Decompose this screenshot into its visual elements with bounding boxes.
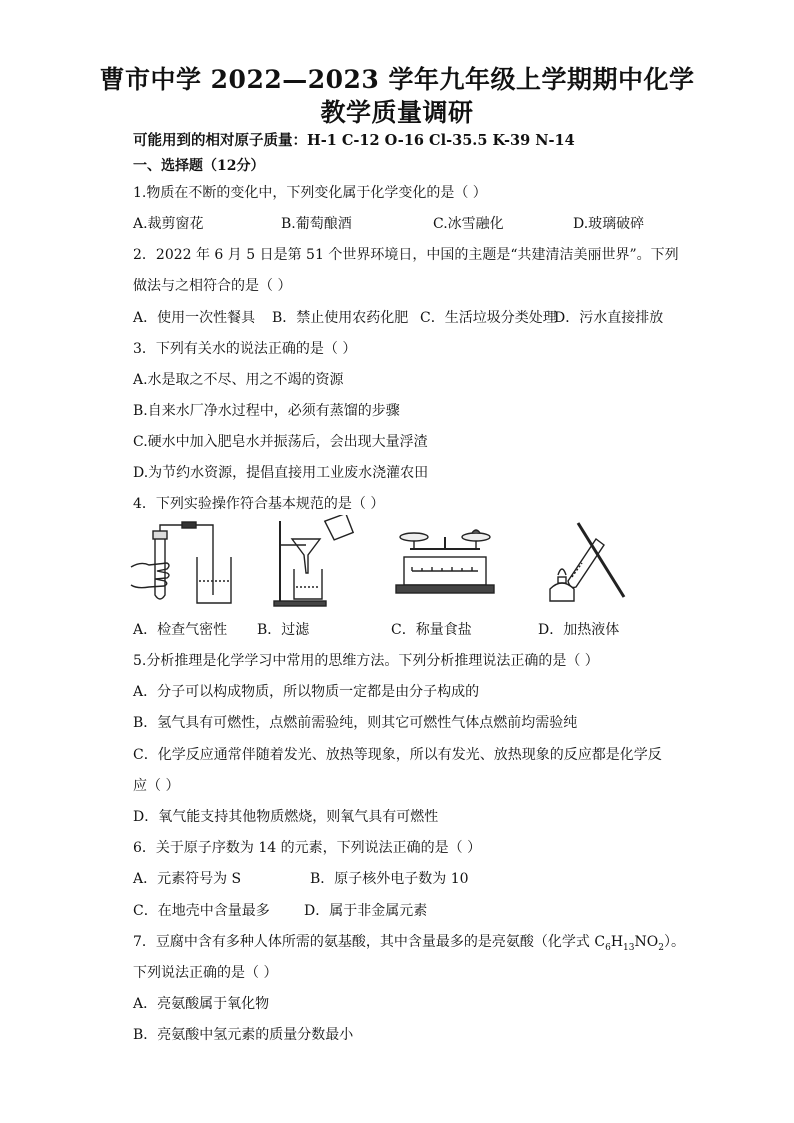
q5-stem: 5.分析推理是化学学习中常用的思维方法。下列分析推理说法正确的是（ ）: [133, 653, 599, 669]
q7-stem-line2: 下列说法正确的是（ ）: [133, 965, 278, 981]
q7-option-a: A．亮氨酸属于氧化物: [133, 996, 270, 1012]
q1-option-c: C.冰雪融化: [433, 216, 504, 232]
atomic-mass-note: 可能用到的相对原子质量：H-1 C-12 O-16 Cl-35.5 K-39 N-14: [133, 132, 575, 149]
q2-option-b: B．禁止使用农药化肥: [272, 310, 409, 326]
q7-stem-prefix: 7．豆腐中含有多种人体所需的氨基酸，其中含量最多的是亮氨酸（化学式 C: [133, 934, 606, 950]
q7-formula-no: NO: [634, 934, 659, 950]
q5-option-a: A．分子可以构成物质，所以物质一定都是由分子构成的: [133, 684, 480, 700]
q5-option-c-line1: C．化学反应通常伴随着发光、放热等现象，所以有发光、放热现象的反应都是化学反: [133, 747, 662, 763]
q5-option-b: B．氢气具有可燃性，点燃前需验纯，则其它可燃性气体点燃前均需验纯: [133, 715, 578, 731]
q7-formula-o-subscript: 2: [658, 942, 664, 953]
q3-option-d: D.为节约水资源，提倡直接用工业废水浇灌农田: [133, 465, 429, 481]
q1-options: [133, 213, 644, 233]
q4-option-a: A．检查气密性: [133, 622, 228, 638]
q6-option-b: B．原子核外电子数为 10: [310, 871, 469, 887]
q1-option-a: A.裁剪窗花: [133, 216, 204, 232]
q3-stem: 3．下列有关水的说法正确的是（ ）: [133, 341, 357, 357]
q4-stem: 4．下列实验操作符合基本规范的是（ ）: [133, 496, 385, 512]
q6-options-row1: [133, 868, 469, 888]
q7-formula-h-subscript: 13: [623, 942, 635, 953]
filtration-apparatus-image: [268, 515, 358, 610]
section-heading: 一、选择题（12分）: [133, 158, 265, 174]
q3-option-c: C.硬水中加入肥皂水并振荡后，会出现大量浮渣: [133, 434, 428, 450]
q2-option-a: A．使用一次性餐具: [133, 310, 256, 326]
exam-title-line1: 曹市中学 2022—2023 学年九年级上学期期中化学: [99, 65, 695, 94]
q7-option-b: B．亮氨酸中氢元素的质量分数最小: [133, 1027, 354, 1043]
q5-option-c-line2: 应（ ）: [133, 778, 180, 794]
q1-option-d: D.玻璃破碎: [573, 216, 645, 232]
q6-option-a: A．元素符号为 S: [133, 871, 242, 887]
q2-option-d: D．污水直接排放: [554, 310, 664, 326]
exam-title-line2: 教学质量调研: [320, 98, 474, 127]
q7-formula-c-subscript: 6: [605, 942, 611, 953]
q7-stem-suffix: ）。: [663, 934, 685, 950]
q2-stem-line1: 2．2022 年 6 月 5 日是第 51 个世界环境日，中国的主题是“共建清洁美丽世界”。下列: [133, 247, 679, 263]
q1-option-b: B.葡萄酿酒: [281, 216, 352, 232]
q3-option-a: A.水是取之不尽、用之不竭的资源: [133, 372, 344, 388]
q3-option-b: B.自来水厂净水过程中，必须有蒸馏的步骤: [133, 403, 400, 419]
balance-scale-image: [392, 515, 500, 605]
heating-liquid-image: [538, 515, 633, 610]
q7-stem-line1: [133, 931, 685, 953]
q5-option-d: D．氧气能支持其他物质燃烧，则氧气具有可燃性: [133, 809, 439, 825]
q4-options: [133, 619, 619, 639]
q1-stem: 1.物质在不断的变化中，下列变化属于化学变化的是（ ）: [133, 185, 487, 201]
q2-options: [133, 307, 663, 327]
q2-stem-line2: 做法与之相符合的是（ ）: [133, 278, 292, 294]
q6-option-c: C．在地壳中含量最多: [133, 903, 270, 919]
q2-option-c: C．生活垃圾分类处理: [420, 310, 557, 326]
q6-stem: 6．关于原子序数为 14 的元素，下列说法正确的是（ ）: [133, 840, 482, 856]
q6-options-row2: [133, 900, 427, 920]
q7-formula-h: H: [610, 934, 624, 950]
q4-option-c: C．称量食盐: [391, 622, 472, 638]
q6-option-d: D．属于非金属元素: [304, 903, 428, 919]
q4-option-b: B．过滤: [257, 622, 310, 638]
airtightness-apparatus-image: [127, 515, 237, 610]
q4-option-d: D．加热液体: [538, 622, 620, 638]
